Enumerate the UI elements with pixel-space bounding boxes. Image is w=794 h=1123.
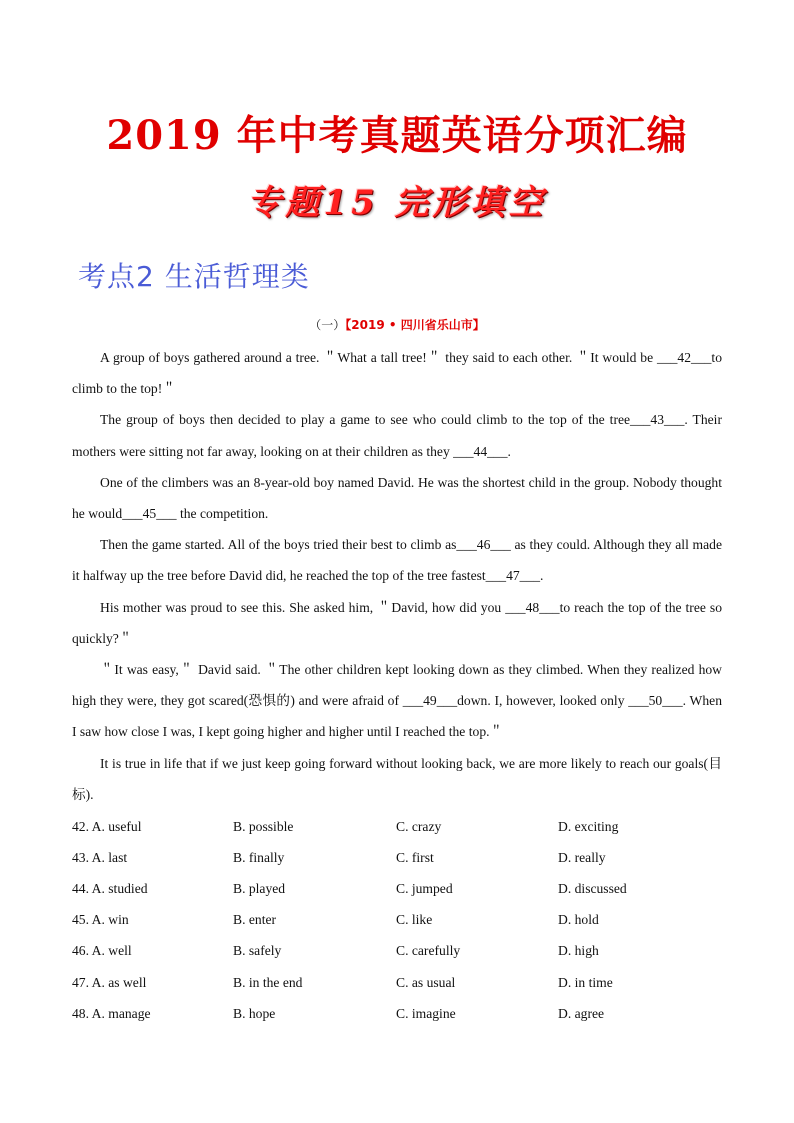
option-c: C. like [396, 912, 433, 928]
passage-paragraph: It is true in life that if we just keep going forward without looking back, we are more likely to reach our goals(目标). [72, 755, 722, 802]
option-c: C. as usual [396, 974, 456, 990]
option-c: C. jumped [396, 880, 453, 896]
option-c: C. imagine [396, 1005, 456, 1021]
option-a: 43. A. last [72, 849, 128, 865]
passage-paragraph: Then the game started. All of the boys tried their best to climb as___46___ as they could. Although they all made it halfway up the tree before David did, he reached the top of the tree fastest___47___. [72, 537, 722, 584]
option-row [72, 905, 722, 936]
option-d: D. exciting [558, 818, 619, 834]
cloze-passage [72, 342, 722, 810]
option-row [72, 873, 722, 904]
option-b: B. safely [233, 943, 282, 959]
passage-paragraph: His mother was proud to see this. She asked him, ＂David, how did you ___48___to reach the top of the tree so quickly?＂ [72, 599, 722, 646]
passage-paragraph: The group of boys then decided to play a game to see who could climb to the top of the tree___43___. Their mothers were sitting not far away, looking on at their children as they ___44___. [72, 412, 722, 459]
option-d: D. discussed [558, 880, 627, 896]
option-d: D. hold [558, 912, 599, 928]
option-row [72, 811, 722, 842]
main-title: 2019 年中考真题英语分项汇编 [106, 112, 688, 159]
source-line [0, 316, 794, 333]
option-row [72, 998, 722, 1029]
option-a: 46. A. well [72, 943, 132, 959]
option-a: 48. A. manage [72, 1005, 151, 1021]
subtitle-banner: 专题15 完形填空 [247, 183, 547, 223]
option-row [72, 842, 722, 873]
option-c: C. carefully [396, 943, 461, 959]
option-d: D. really [558, 849, 606, 865]
option-d: D. in time [558, 974, 613, 990]
topic-heading: 考点2 生活哲理类 [78, 260, 310, 293]
option-b: B. possible [233, 818, 294, 834]
option-c: C. crazy [396, 818, 442, 834]
passage-paragraph: One of the climbers was an 8-year-old boy named David. He was the shortest child in the group. Nobody thought he would___45___ the competition. [72, 474, 722, 522]
section-number: （一） [309, 318, 346, 332]
option-a: 47. A. as well [72, 974, 147, 990]
option-row [72, 967, 722, 998]
option-b: B. in the end [233, 974, 303, 990]
option-d: D. high [558, 943, 599, 959]
option-b: B. hope [233, 1005, 276, 1021]
answer-options [72, 811, 722, 1029]
option-a: 42. A. useful [72, 818, 142, 834]
option-b: B. finally [233, 849, 285, 865]
option-c: C. first [396, 849, 434, 865]
passage-paragraph: A group of boys gathered around a tree. ＂What a tall tree!＂ they said to each other. ＂It would be ___42___to climb to the top!＂ [72, 350, 722, 397]
source-label: 【2019 • 四川省乐山市】 [345, 318, 485, 332]
option-a: 45. A. win [72, 912, 129, 928]
option-b: B. enter [233, 912, 277, 928]
passage-paragraph: ＂It was easy,＂ David said. ＂The other children kept looking down as they climbed. When they realized how high they were, they got scared(恐惧的) and were afraid of ___49___down. I, however, looked only ___50___. When I saw how close I was, I kept going higher and higher until I reached the top.＂ [72, 662, 722, 740]
option-a: 44. A. studied [72, 880, 148, 896]
option-b: B. played [233, 880, 286, 896]
option-row [72, 936, 722, 967]
option-d: D. agree [558, 1005, 605, 1021]
